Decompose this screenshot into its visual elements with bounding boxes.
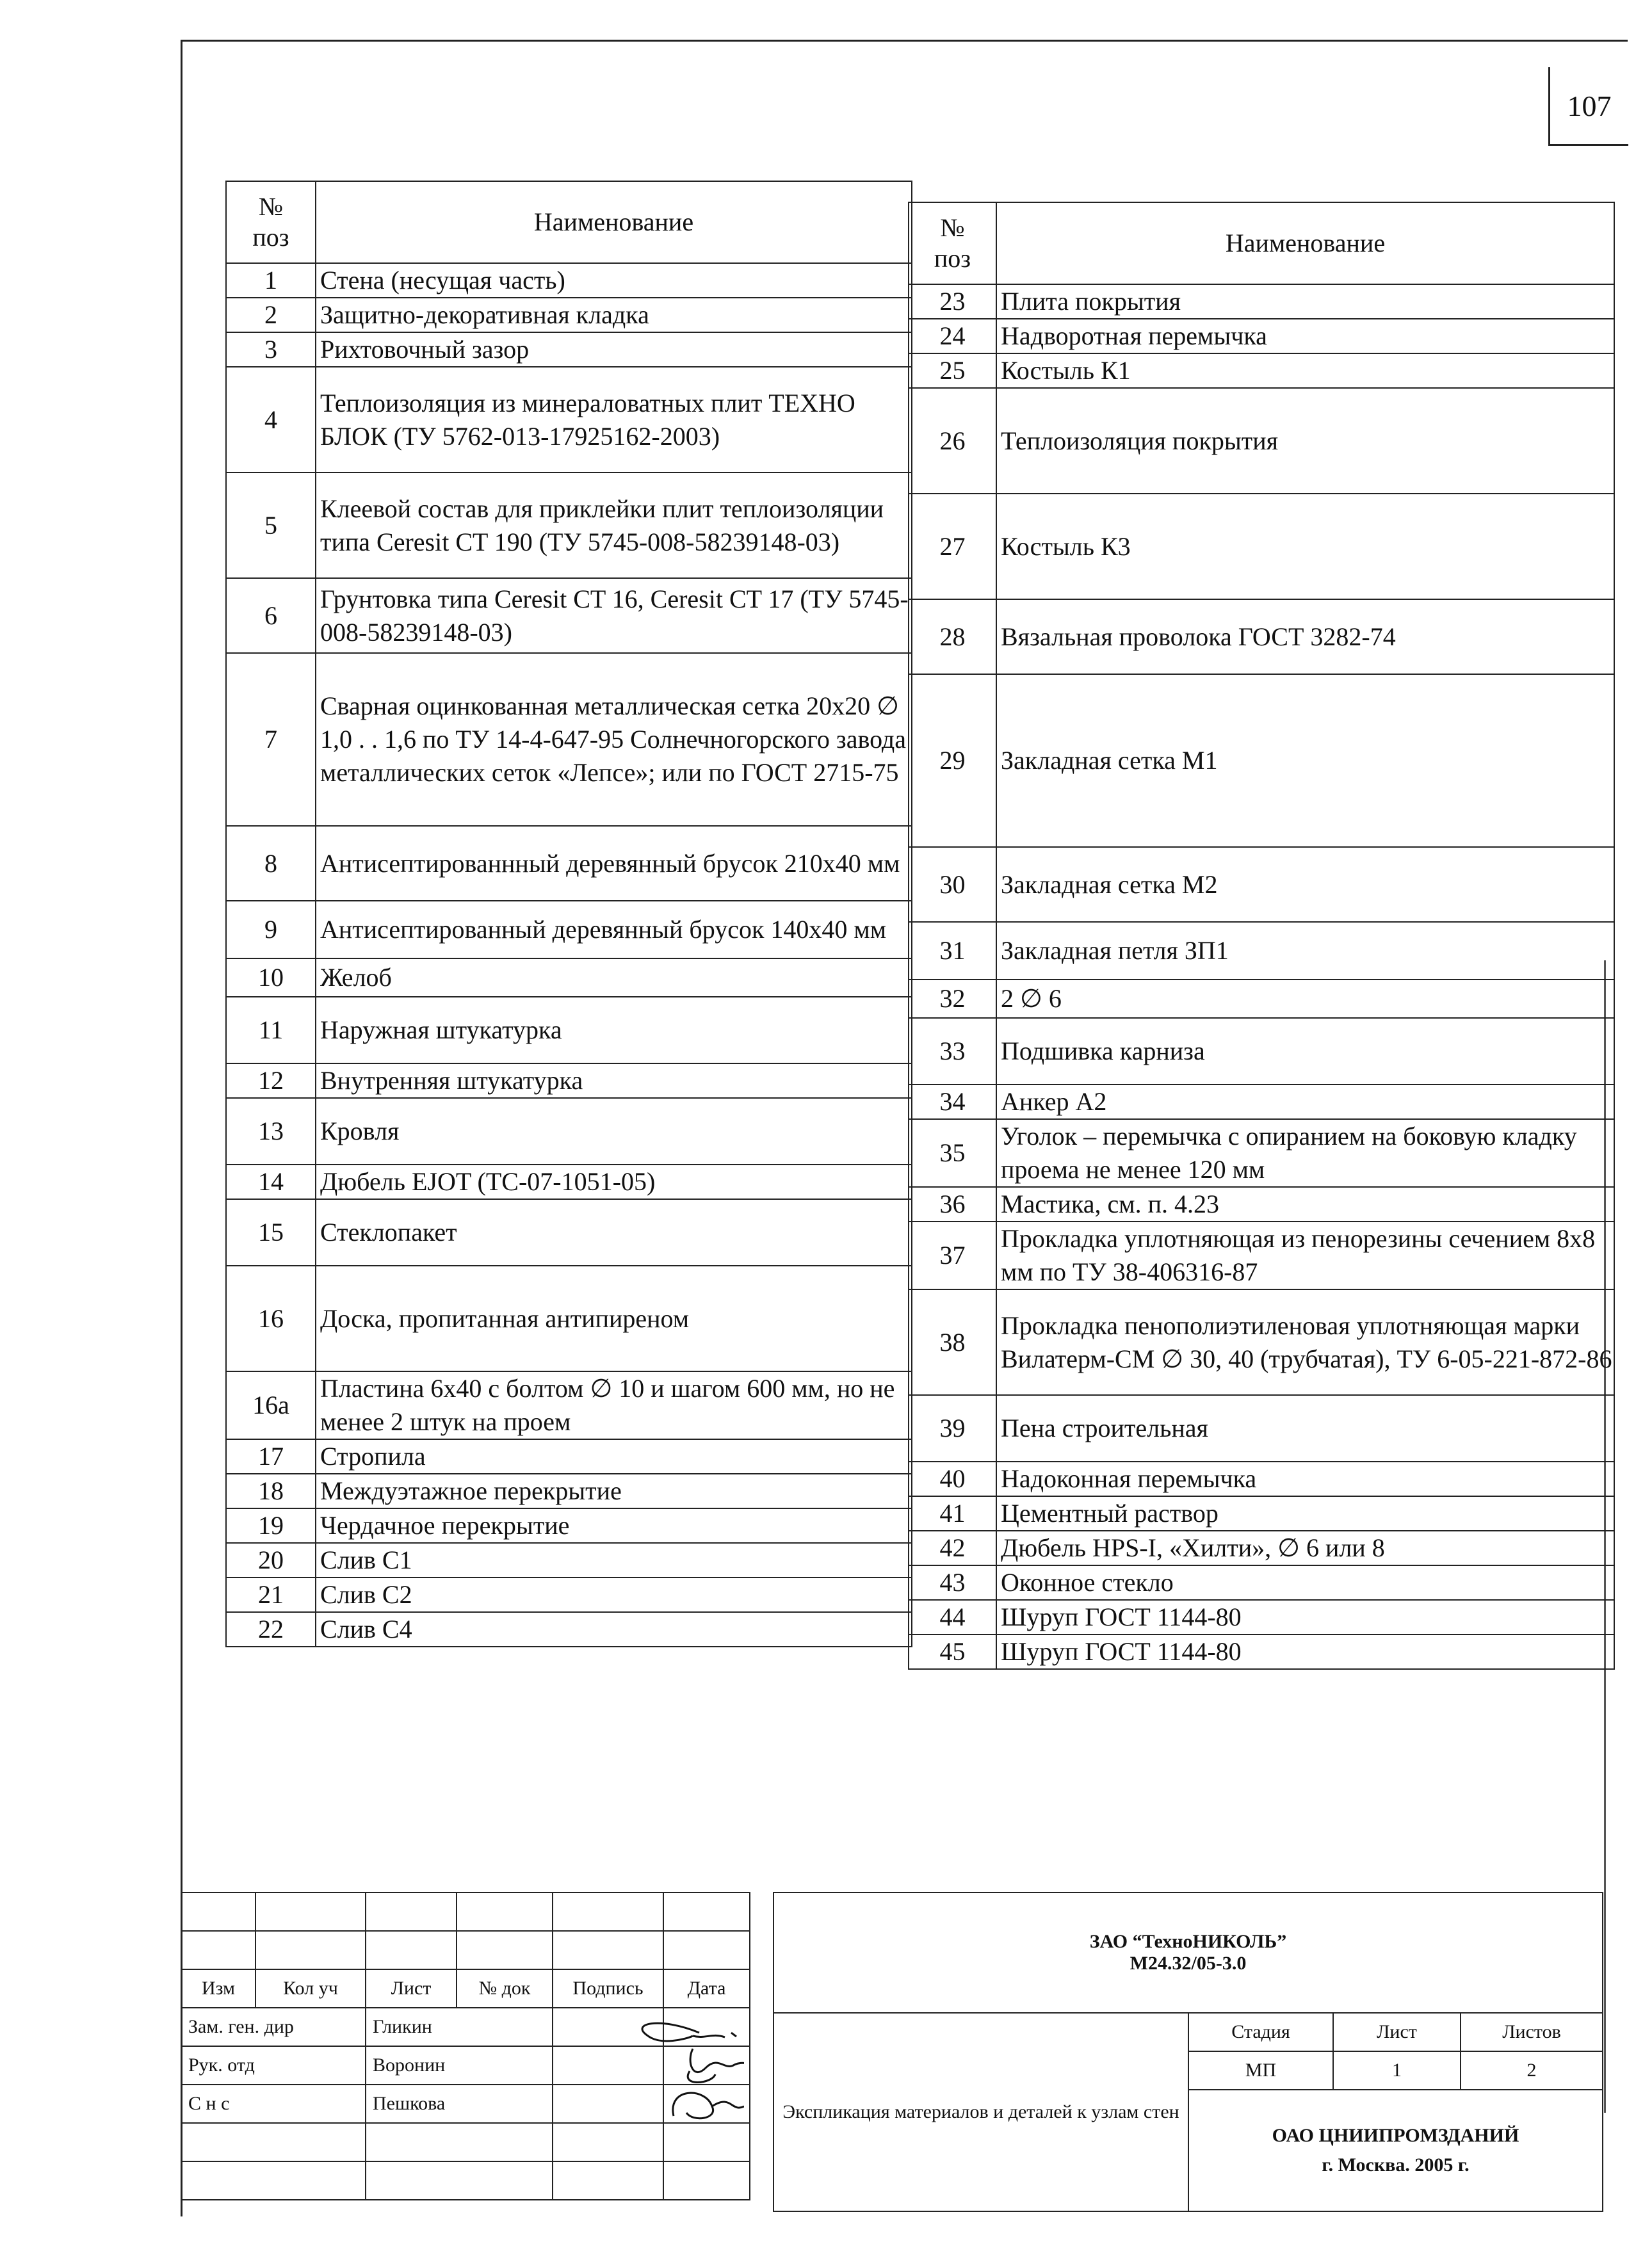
table-row xyxy=(909,1600,1614,1634)
row-name: Желоб xyxy=(316,958,912,997)
blank-cell xyxy=(255,1930,366,1970)
table-row xyxy=(226,997,912,1063)
table-row xyxy=(226,332,912,367)
row-name: Слив С2 xyxy=(316,1578,912,1612)
blank-cell xyxy=(552,1930,664,1970)
row-number: 16 xyxy=(226,1266,316,1371)
signatures-drawing xyxy=(501,2010,744,2126)
table-row xyxy=(226,298,912,332)
table-row xyxy=(226,1371,912,1439)
right-spec-table xyxy=(908,202,1615,1670)
row-name: Уголок – перемычка с опиранием на боковую кладку проема не менее 120 мм xyxy=(996,1119,1614,1187)
sheets-label: Листов xyxy=(1460,2012,1603,2052)
organization-block xyxy=(773,1892,1603,2014)
row-number: 8 xyxy=(226,826,316,901)
row-number: 39 xyxy=(909,1395,996,1462)
col-header-kol-uch: Кол уч xyxy=(255,1969,366,2008)
organization-name: ЗАО “ТехноНИКОЛЬ” xyxy=(1089,1931,1287,1952)
blank-cell xyxy=(456,1892,553,1932)
row-number: 11 xyxy=(226,997,316,1063)
row-name: Стеклопакет xyxy=(316,1199,912,1266)
row-number: 2 xyxy=(226,298,316,332)
table-row xyxy=(909,599,1614,674)
row-number: 45 xyxy=(909,1634,996,1669)
table-row xyxy=(226,1508,912,1543)
row-name: Шуруп ГОСТ 1144-80 xyxy=(996,1600,1614,1634)
row-number: 34 xyxy=(909,1085,996,1119)
row-number: 27 xyxy=(909,494,996,599)
table-row xyxy=(909,388,1614,494)
row-number: 4 xyxy=(226,367,316,472)
row-name: Клеевой состав для приклейки плит теплоизоляции типа Ceresit CT 190 (ТУ 5745-008-58239148-03) xyxy=(316,472,912,578)
table-row xyxy=(226,1439,912,1474)
row-name: Рихтовочный зазор xyxy=(316,332,912,367)
header-num: № поз xyxy=(909,202,996,284)
row-number: 19 xyxy=(226,1508,316,1543)
header-num: № поз xyxy=(226,181,316,263)
row-number: 14 xyxy=(226,1165,316,1199)
row-number: 22 xyxy=(226,1612,316,1647)
document-description: Экспликация материалов и деталей к узлам стен xyxy=(773,2012,1189,2212)
col-header-date: Дата xyxy=(663,1969,750,2008)
row-name: Подшивка карниза xyxy=(996,1018,1614,1085)
blank-cell xyxy=(181,1930,256,1970)
blank-cell xyxy=(365,1930,457,1970)
row-number: 12 xyxy=(226,1063,316,1098)
row-name: Костыль К1 xyxy=(996,353,1614,388)
row-number: 10 xyxy=(226,958,316,997)
row-number: 24 xyxy=(909,319,996,353)
row-number: 26 xyxy=(909,388,996,494)
row-number: 42 xyxy=(909,1531,996,1565)
row-name: Шуруп ГОСТ 1144-80 xyxy=(996,1634,1614,1669)
staff-name: Пешкова xyxy=(365,2084,553,2124)
table-row xyxy=(226,1266,912,1371)
row-name: Пластина 6х40 с болтом ∅ 10 и шагом 600 мм, но не менее 2 штук на проем xyxy=(316,1371,912,1439)
table-header-row xyxy=(909,202,1614,284)
row-number: 31 xyxy=(909,922,996,980)
row-name: Грунтовка типа Ceresit CT 16, Ceresit CT 17 (ТУ 5745-008-58239148-03) xyxy=(316,578,912,653)
row-name: Дюбель HPS-I, «Хилти», ∅ 6 или 8 xyxy=(996,1531,1614,1565)
row-number: 20 xyxy=(226,1543,316,1578)
blank-cell xyxy=(181,2161,366,2200)
sheets-value: 2 xyxy=(1460,2051,1603,2090)
row-number: 41 xyxy=(909,1496,996,1531)
row-name: Пена строительная xyxy=(996,1395,1614,1462)
row-name: Закладная сетка М2 xyxy=(996,847,1614,922)
table-row xyxy=(909,1085,1614,1119)
table-row xyxy=(226,1165,912,1199)
row-name: Дюбель EJOT (ТС-07-1051-05) xyxy=(316,1165,912,1199)
staff-role: Зам. ген. дир xyxy=(181,2007,366,2047)
row-name: Анкер А2 xyxy=(996,1085,1614,1119)
blank-cell xyxy=(663,1892,750,1932)
row-number: 18 xyxy=(226,1474,316,1508)
table-row xyxy=(226,1474,912,1508)
row-number: 3 xyxy=(226,332,316,367)
page-number: 107 xyxy=(1548,67,1628,146)
sheet-value: 1 xyxy=(1332,2051,1461,2090)
left-spec-table xyxy=(225,181,912,1647)
blank-cell xyxy=(181,1892,256,1932)
blank-cell xyxy=(181,2122,366,2162)
document-code: М24.32/05-3.0 xyxy=(1130,1953,1247,1974)
table-row xyxy=(226,1063,912,1098)
table-row xyxy=(909,1119,1614,1187)
table-row xyxy=(909,847,1614,922)
col-header-signature: Подпись xyxy=(552,1969,664,2008)
row-name: Теплоизоляция из минераловатных плит ТЕХНО БЛОК (ТУ 5762-013-17925162-2003) xyxy=(316,367,912,472)
row-number: 28 xyxy=(909,599,996,674)
institute-block xyxy=(1188,2089,1603,2212)
staff-name: Гликин xyxy=(365,2007,553,2047)
table-row xyxy=(226,1578,912,1612)
row-name: Прокладка уплотняющая из пенорезины сечением 8х8 мм по ТУ 38-406316-87 xyxy=(996,1222,1614,1289)
row-number: 44 xyxy=(909,1600,996,1634)
row-number: 35 xyxy=(909,1119,996,1187)
row-number: 36 xyxy=(909,1187,996,1222)
frame-left-border xyxy=(181,40,182,2216)
table-row xyxy=(909,1634,1614,1669)
table-row xyxy=(226,263,912,298)
blank-cell xyxy=(365,2122,553,2162)
row-number: 23 xyxy=(909,284,996,319)
row-name: Костыль К3 xyxy=(996,494,1614,599)
row-name: Закладная сетка М1 xyxy=(996,674,1614,847)
table-row xyxy=(226,1612,912,1647)
header-name: Наименование xyxy=(996,202,1614,284)
table-row xyxy=(909,1187,1614,1222)
row-name: Междуэтажное перекрытие xyxy=(316,1474,912,1508)
blank-cell xyxy=(255,1892,366,1932)
col-header-doc: № док xyxy=(456,1969,553,2008)
row-name: Мастика, см. п. 4.23 xyxy=(996,1187,1614,1222)
col-header-izm: Изм xyxy=(181,1969,256,2008)
blank-cell xyxy=(552,1892,664,1932)
stage-value: МП xyxy=(1188,2051,1334,2090)
table-row xyxy=(226,472,912,578)
table-row xyxy=(909,319,1614,353)
blank-cell xyxy=(456,1930,553,1970)
row-name: Цементный раствор xyxy=(996,1496,1614,1531)
row-number: 30 xyxy=(909,847,996,922)
blank-cell xyxy=(663,2161,750,2200)
table-row xyxy=(909,1496,1614,1531)
table-row xyxy=(226,901,912,958)
blank-cell xyxy=(365,2161,553,2200)
table-row xyxy=(226,826,912,901)
table-row xyxy=(909,353,1614,388)
title-block xyxy=(181,1892,1603,2212)
table-row xyxy=(226,1543,912,1578)
row-name: Надоконная перемычка xyxy=(996,1462,1614,1496)
row-name: Защитно-декоративная кладка xyxy=(316,298,912,332)
row-name: Прокладка пенополиэтиленовая уплотняющая марки Вилатерм-СМ ∅ 30, 40 (трубчатая), ТУ 6-05-221-872-86 xyxy=(996,1289,1614,1395)
table-row xyxy=(909,674,1614,847)
table-row xyxy=(909,980,1614,1018)
row-name: Антисептированный деревянный брусок 140х40 мм xyxy=(316,901,912,958)
row-name: 2 ∅ 6 xyxy=(996,980,1614,1018)
blank-cell xyxy=(365,1892,457,1932)
row-number: 6 xyxy=(226,578,316,653)
row-number: 1 xyxy=(226,263,316,298)
row-number: 43 xyxy=(909,1565,996,1600)
row-name: Сварная оцинкованная металлическая сетка 20х20 ∅ 1,0 . . 1,6 по ТУ 14-4-647-95 Солнечногорского завода металлических сеток «Лепсе»; или по ГОСТ 2715-75 xyxy=(316,653,912,826)
table-row xyxy=(909,494,1614,599)
table-row xyxy=(909,1289,1614,1395)
table-row xyxy=(226,653,912,826)
row-number: 21 xyxy=(226,1578,316,1612)
row-name: Кровля xyxy=(316,1098,912,1165)
table-row xyxy=(226,1199,912,1266)
institute-name: ОАО ЦНИИПРОМЗДАНИЙ xyxy=(1272,2125,1519,2146)
table-row xyxy=(909,1565,1614,1600)
table-row xyxy=(226,367,912,472)
blank-cell xyxy=(552,2122,664,2162)
col-header-list: Лист xyxy=(365,1969,457,2008)
table-row xyxy=(909,1531,1614,1565)
row-number: 40 xyxy=(909,1462,996,1496)
row-number: 15 xyxy=(226,1199,316,1266)
table-row xyxy=(226,1098,912,1165)
row-name: Вязальная проволока ГОСТ 3282-74 xyxy=(996,599,1614,674)
table-row xyxy=(909,284,1614,319)
blank-cell xyxy=(552,2161,664,2200)
table-row xyxy=(226,578,912,653)
table-row xyxy=(909,1018,1614,1085)
staff-role: Рук. отд xyxy=(181,2046,366,2085)
row-number: 32 xyxy=(909,980,996,1018)
row-number: 17 xyxy=(226,1439,316,1474)
table-header-row xyxy=(226,181,912,263)
row-number: 13 xyxy=(226,1098,316,1165)
row-number: 33 xyxy=(909,1018,996,1085)
row-name: Антисептированнный деревянный брусок 210х40 мм xyxy=(316,826,912,901)
row-name: Теплоизоляция покрытия xyxy=(996,388,1614,494)
blank-cell xyxy=(663,1930,750,1970)
staff-role: С н с xyxy=(181,2084,366,2124)
row-name: Доска, пропитанная антипиреном xyxy=(316,1266,912,1371)
row-number: 16а xyxy=(226,1371,316,1439)
row-name: Чердачное перекрытие xyxy=(316,1508,912,1543)
row-number: 9 xyxy=(226,901,316,958)
row-name: Слив С4 xyxy=(316,1612,912,1647)
frame-top-border xyxy=(181,40,1628,42)
row-number: 38 xyxy=(909,1289,996,1395)
table-row xyxy=(909,1395,1614,1462)
row-name: Стропила xyxy=(316,1439,912,1474)
row-name: Наружная штукатурка xyxy=(316,997,912,1063)
row-name: Надворотная перемычка xyxy=(996,319,1614,353)
row-name: Внутренняя штукатурка xyxy=(316,1063,912,1098)
blank-cell xyxy=(663,2122,750,2162)
stage-label: Стадия xyxy=(1188,2012,1334,2052)
row-name: Плита покрытия xyxy=(996,284,1614,319)
city-year: г. Москва. 2005 г. xyxy=(1322,2154,1470,2175)
row-name: Закладная петля ЗП1 xyxy=(996,922,1614,980)
staff-name: Воронин xyxy=(365,2046,553,2085)
row-number: 37 xyxy=(909,1222,996,1289)
row-number: 7 xyxy=(226,653,316,826)
table-row xyxy=(909,1462,1614,1496)
header-name: Наименование xyxy=(316,181,912,263)
row-name: Стена (несущая часть) xyxy=(316,263,912,298)
row-number: 29 xyxy=(909,674,996,847)
table-row xyxy=(226,958,912,997)
row-number: 5 xyxy=(226,472,316,578)
row-name: Слив С1 xyxy=(316,1543,912,1578)
table-row xyxy=(909,1222,1614,1289)
row-number: 25 xyxy=(909,353,996,388)
sheet-label: Лист xyxy=(1332,2012,1461,2052)
table-row xyxy=(909,922,1614,980)
row-name: Оконное стекло xyxy=(996,1565,1614,1600)
